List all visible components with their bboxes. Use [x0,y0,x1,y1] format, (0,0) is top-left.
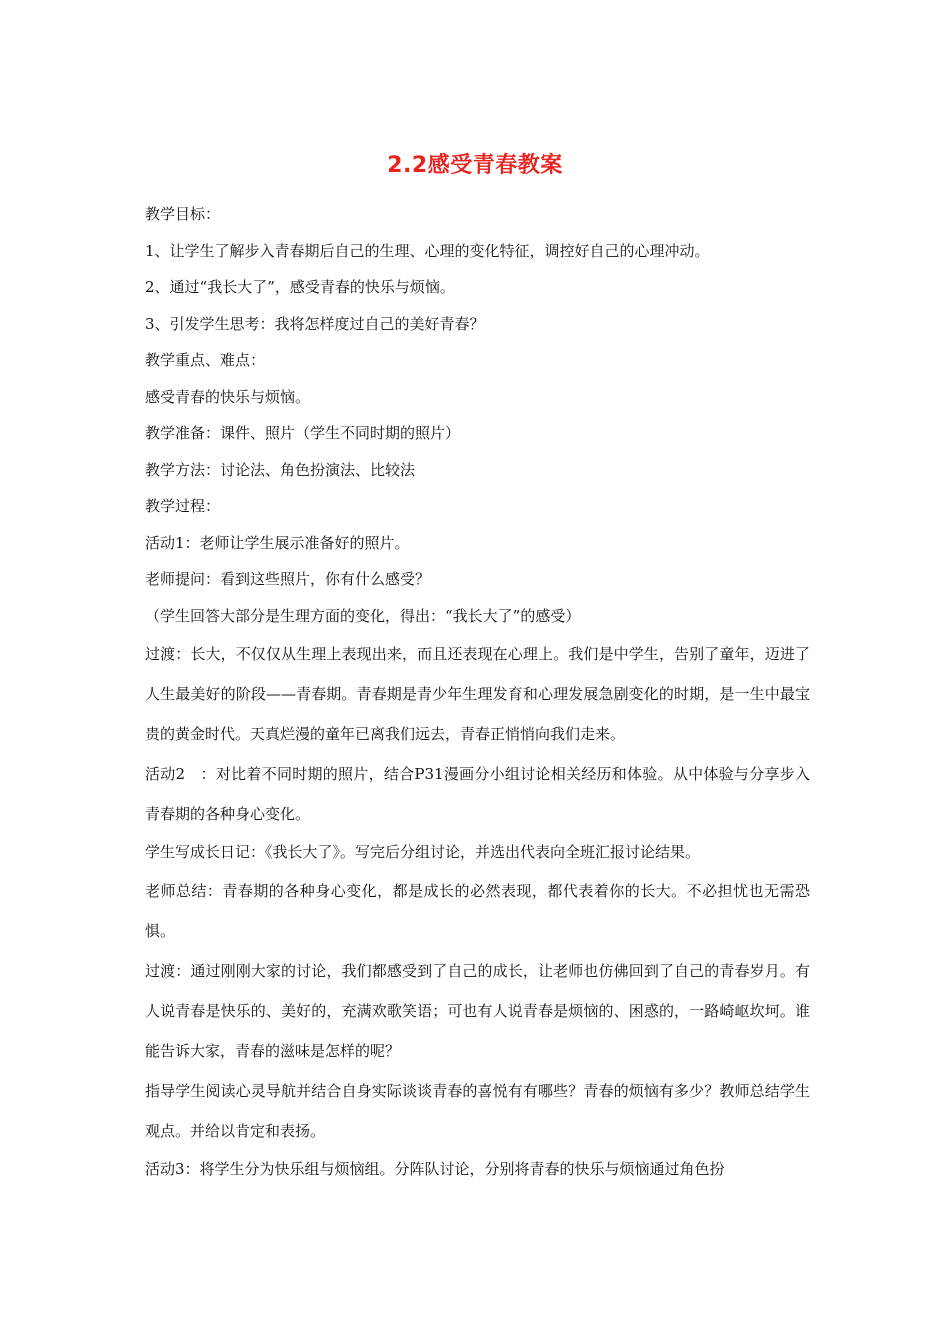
document-body [145,196,810,1187]
paragraph-teacher-summary: 老师总结：青春期的各种身心变化，都是成长的必然表现，都代表着你的长大。不必担忧也无需恐惧。 [145,881,810,940]
paragraph-process-heading: 教学过程： [145,497,221,515]
paragraph-activity-1: 活动1：老师让学生展示准备好的照片。 [145,533,410,552]
paragraph-activity-2: 活动2 ：对比着不同时期的照片，结合P31漫画分小组讨论相关经历和体验。从中体验与分享步入青春期的各种身心变化。 [145,765,810,823]
paragraph-teacher-question: 老师提问：看到这些照片，你有什么感受？ [145,570,431,588]
paragraph-objective-2: 2、通过“我长大了”，感受青春的快乐与烦恼。 [145,278,455,296]
page-title: 2.2感受青春教案 [387,153,563,178]
paragraph-growth-diary: 学生写成长日记：《我长大了》。写完后分组讨论，并选出代表向全班汇报讨论结果。 [145,843,701,861]
paragraph-preparation: 教学准备：课件、照片（学生不同时期的照片） [145,424,461,442]
paragraph-methods: 教学方法：讨论法、角色扮演法、比较法 [145,460,416,479]
paragraph-student-answer: （学生回答大部分是生理方面的变化，得出：“我长大了”的感受） [145,606,581,625]
paragraph-transition-1: 过渡：长大，不仅仅从生理上表现出来，而且还表现在心理上。我们是中学生，告别了童年，迈进了人生最美好的阶段——青春期。青春期是青少年生理发育和心理发展急剧变化的时期，是一生中最宝贵的黄金时代。天真烂漫的童年已离我们远去，青春正悄悄向我们走来。 [145,645,810,743]
paragraph-key-points-heading: 教学重点、难点： [145,351,266,369]
paragraph-transition-2: 过渡：通过刚刚大家的讨论，我们都感受到了自己的成长，让老师也仿佛回到了自己的青春岁月。有人说青春是快乐的、美好的，充满欢歌笑语；可也有人说青春是烦恼的、困惑的，一路崎岖坎坷。谁能告诉大家，青春的滋味是怎样的呢？ [145,961,810,1060]
paragraph-objective-1: 1、让学生了解步入青春期后自己的生理、心理的变化特征，调控好自己的心理冲动。 [145,241,710,260]
paragraph-guided-reading: 指导学生阅读心灵导航并结合自身实际谈谈青春的喜悦有有哪些？青春的烦恼有多少？教师总结学生观点。并给以肯定和表扬。 [145,1081,810,1140]
paragraph-objectives-heading: 教学目标： [145,205,221,223]
paragraph-activity-3: 活动3：将学生分为快乐组与烦恼组。分阵队讨论，分别将青春的快乐与烦恼通过角色扮 [145,1159,725,1178]
paragraph-objective-3: 3、引发学生思考：我将怎样度过自己的美好青春？ [145,314,485,333]
paragraph-key-points: 感受青春的快乐与烦恼。 [145,387,311,406]
